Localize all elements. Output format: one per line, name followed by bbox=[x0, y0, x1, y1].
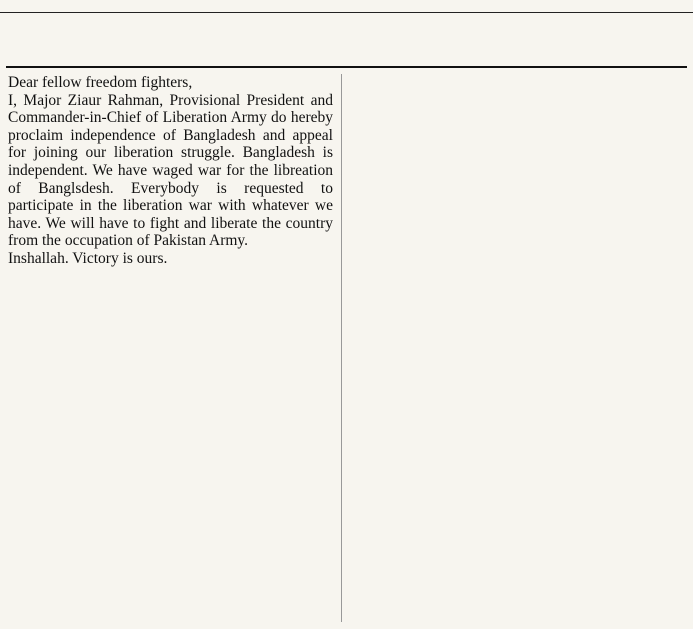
proclamation-closing: Inshallah. Victory is ours. bbox=[8, 249, 168, 267]
left-column bbox=[8, 74, 333, 624]
right-column bbox=[352, 74, 685, 624]
headline bbox=[0, 20, 693, 64]
proclamation-salutation: Dear fellow freedom fighters, bbox=[8, 74, 193, 91]
headline-rule bbox=[6, 66, 687, 68]
column-divider bbox=[341, 74, 342, 622]
top-border-line bbox=[0, 0, 693, 13]
proclamation-body: I, Major Ziaur Rahman, Provisional President and Commander-in-Chief of Liberation Army do hereby proclaim independence of Bangladesh and appeal for joining our liberation struggle. Bangladesh is independent. We have waged war for the libreation of Banglsdesh. Everybody is requested to participate in the liberation war with whatever we have. We will have to fight and liberate the country from the occupation of Pakistan Army. bbox=[8, 91, 333, 250]
english-proclamation bbox=[8, 74, 333, 268]
